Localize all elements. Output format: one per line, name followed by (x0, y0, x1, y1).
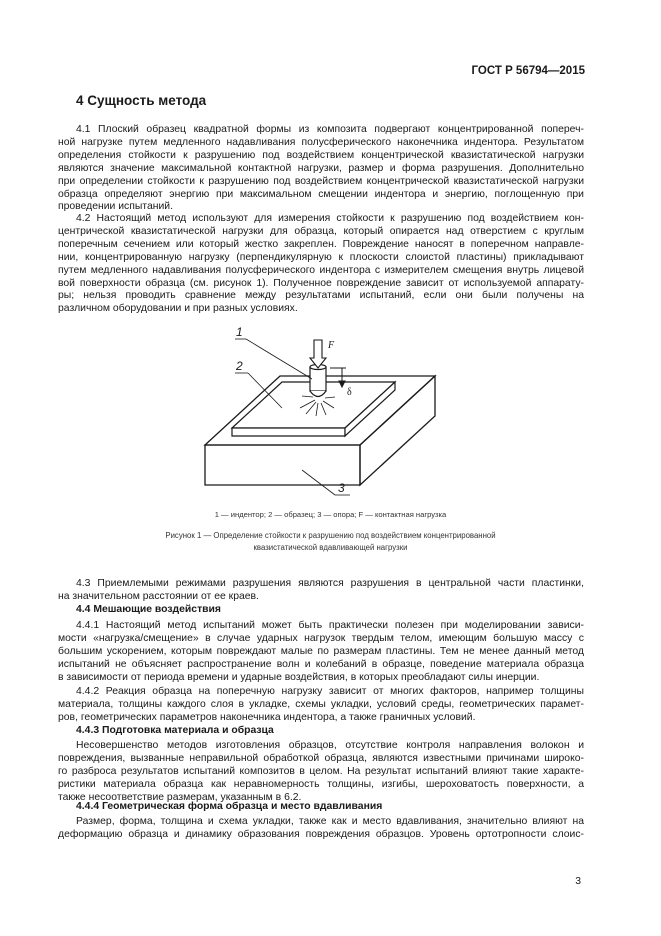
page-number: 3 (575, 876, 581, 887)
subsection-4-4-4-title: 4.4.4 Геометрическая форма образца и место вдавливания (76, 801, 383, 812)
force-arrow (310, 340, 326, 368)
label-3: 3 (338, 481, 345, 495)
caption-line-2: квазистатической вдавливающей нагрузки (253, 543, 408, 552)
figure-legend: 1 — индентор; 2 — образец; 3 — опора; F — контактная нагрузка (214, 510, 447, 519)
paragraph-4-4-2: 4.4.2 Реакция образца на поперечную нагрузку зависит от многих факторов, например толщины материала, толщины каждого слоя в укладке, схемы укладки, условий среды, геометрических парамет- ров, геометрических параметров наконечника индентора, а также граничных условий. (58, 686, 584, 723)
standard-header: ГОСТ Р 56794—2015 (471, 65, 585, 77)
paragraph-4-4-3: Несовершенство методов изготовления образцов, отсутствие контроля направления волокон и повреждения, вызванные неправильной обработкой образца, являются известными причинами широко- го разброса результатов испытаний композитов в целом. На результат испытаний влияют такие характе- ристики материала образца как неравномерность толщины, изгибы, шероховатость поверхности, а также несоответствие размерам, указанным в 6.2. (58, 740, 584, 803)
section-title: 4 Сущность метода (76, 93, 207, 108)
caption-line-1: Рисунок 1 — Определение стойкости к разрушению под воздействием концентрированной (165, 531, 496, 540)
indenter (310, 365, 326, 397)
indentation-figure (190, 322, 460, 507)
figure-caption (0, 530, 661, 554)
subsection-4-4-title: 4.4 Мешающие воздействия (76, 604, 221, 615)
paragraph-4-3: 4.3 Приемлемыми режимами разрушения являются разрушения в центральной части пластинки, на значительном расстоянии от ее краев. (58, 578, 584, 602)
label-2: 2 (236, 359, 243, 373)
paragraph-4-4-4: Размер, форма, толщина и схема укладки, также как и место вдавливания, значительно влияют на деформацию образца и динамику образования повреждения образцов. Уровень ортотропности слоис- (58, 816, 584, 840)
paragraph-4-1: 4.1 Плоский образец квадратной формы из композита подвергают концентрированной попереч- ной нагрузке путем медленного надавливания полусферического наконечника индентора. Результатом определения стойкости к разрушению под воздействием концентрической квазистатической нагрузки являются значение максимальной контактной нагрузки, размер и форма разрушения. Дополнительно при определении стойкости к разрушению под воздействием концентрической квазистатической нагрузки образца определяют энергию при максимальном смещении индентора и энергию, поглощенную при проведении испытаний. (58, 124, 584, 213)
delta-label: δ (347, 387, 352, 398)
paragraph-4-4-1: 4.4.1 Настоящий метод испытаний может быть практически полезен при моделировании зависи- мости «нагрузка/смещение» в случае ударных нагрузок твердым телом, имеющим большую массу с большим ускорением, которым повреждают малые по размерам пластины. Тем не менее данный метод испытаний не объясняет распространение волн и колебаний в образце, поведение материала образца в зависимости от периода времени и ударные воздействия, в которых преобладают силы инерции. (58, 620, 584, 683)
label-1: 1 (236, 325, 243, 339)
subsection-4-4-3-title: 4.4.3 Подготовка материала и образца (76, 725, 274, 736)
paragraph-4-2: 4.2 Настоящий метод используют для измерения стойкости к разрушению под воздействием кон- центрической квазистатической нагрузки для образца, который опирается над отверстием с круглым поперечным сечением или который жестко закреплен. Повреждение наносят в поперечном направле- нии, концентрированную нагрузку (перпендикулярную к плоскости слоистой пластины) прикладывают путем медленного надавливания полусферического индентора с измерителем смещения внутрь лицевой вой поверхности образца (см. рисунок 1). Полученное повреждение зависит от используемой аппарату- ры; нельзя проводить сравнение между результатами испытаний, если они были получены на различном оборудовании и при разных условиях. (58, 213, 584, 315)
force-label: F (328, 340, 335, 351)
